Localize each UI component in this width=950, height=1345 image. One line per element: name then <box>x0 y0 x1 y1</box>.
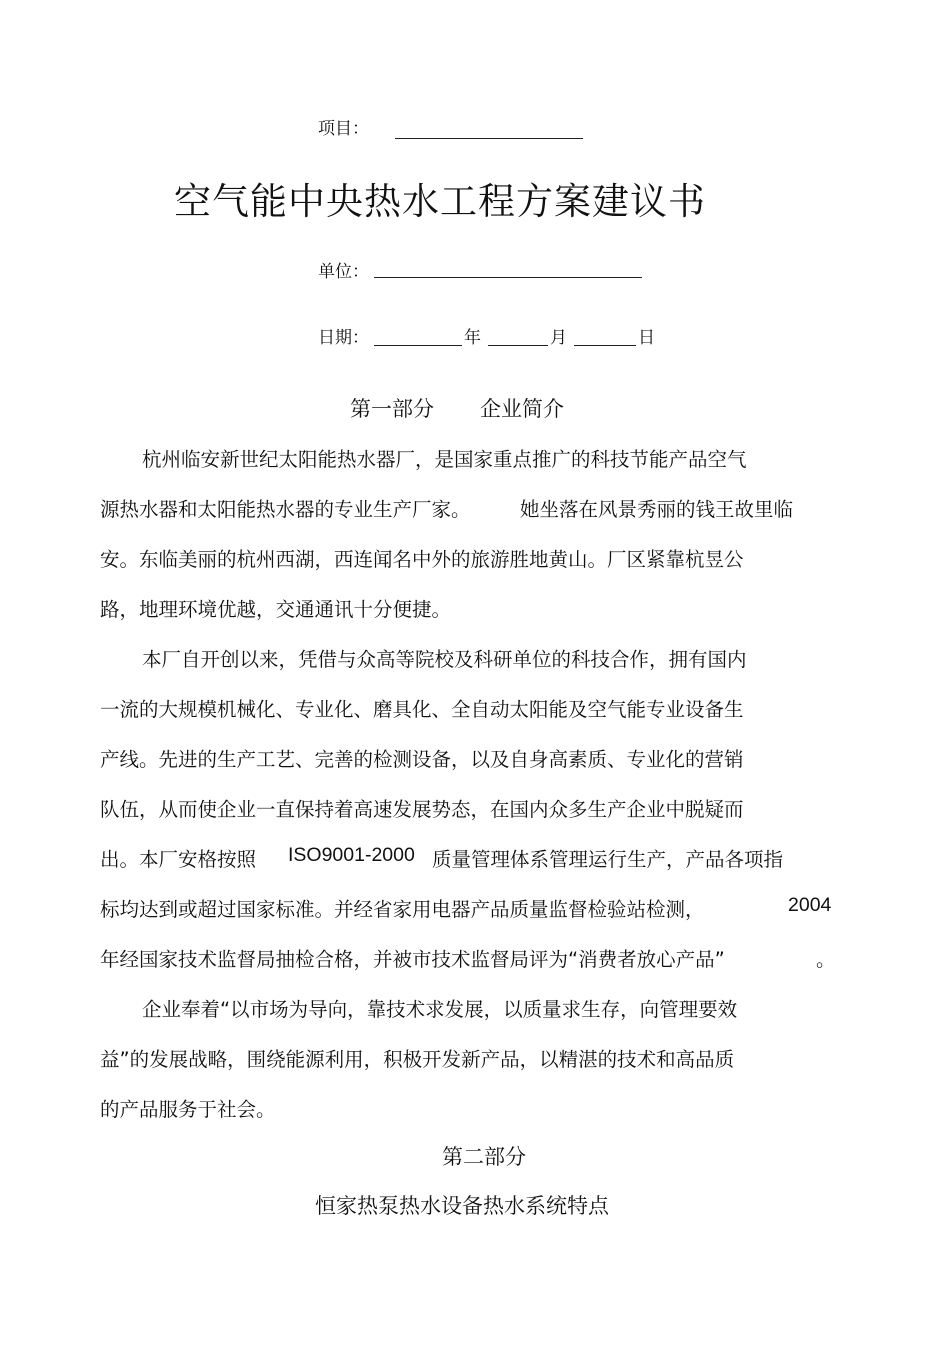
para2-line5-iso: ISO9001-2000 <box>288 844 415 866</box>
para2-line6: 标均达到或超过国家标准。并经省家用电器产品质量监督检验站检测， <box>100 898 705 921</box>
month-blank[interactable] <box>488 345 548 346</box>
part2-subheading: 恒家热泵热水设备热水系统特点 <box>315 1194 609 1218</box>
project-blank[interactable] <box>395 138 583 139</box>
para2-line7-end: 。 <box>816 948 836 971</box>
para2-line3: 产线。先进的生产工艺、完善的检测设备，以及自身高素质、专业化的营销 <box>100 748 744 771</box>
project-label: 项目： <box>318 119 369 139</box>
para2-line1: 本厂自开创以来，凭借与众高等院校及科研单位的科技合作，拥有国内 <box>142 648 747 671</box>
para1-line2a: 源热水器和太阳能热水器的专业生产厂家。 <box>100 498 471 521</box>
document-title: 空气能中央热水工程方案建议书 <box>174 180 706 223</box>
day-label: 日 <box>638 328 655 348</box>
month-label: 月 <box>550 328 567 348</box>
day-blank[interactable] <box>574 345 636 346</box>
para2-line5b: 质量管理体系管理运行生产，产品各项指 <box>432 848 784 871</box>
para1-line1: 杭州临安新世纪太阳能热水器厂，是国家重点推广的科技节能产品空气 <box>142 448 747 471</box>
unit-label: 单位： <box>318 262 369 282</box>
date-label: 日期： <box>318 328 369 348</box>
para2-line6-year: 2004 <box>788 894 832 916</box>
para3-line2: 益”的发展战略，围绕能源利用，积极开发新产品，以精湛的技术和高品质 <box>100 1048 735 1071</box>
para3-line3: 的产品服务于社会。 <box>100 1098 276 1121</box>
year-label: 年 <box>464 328 481 348</box>
para1-line4: 路，地理环境优越，交通通讯十分便捷。 <box>100 598 452 621</box>
para2-line2: 一流的大规模机械化、专业化、磨具化、全自动太阳能及空气能专业设备生 <box>100 698 744 721</box>
para3-line1: 企业奉着“以市场为导向，靠技术求发展，以质量求生存，向管理要效 <box>142 998 738 1021</box>
para2-line7: 年经国家技术监督局抽检合格，并被市技术监督局评为“消费者放心产品” <box>100 948 725 971</box>
para1-line3: 安。东临美丽的杭州西湖，西连闻名中外的旅游胜地黄山。厂区紧靠杭昱公 <box>100 548 744 571</box>
part2-heading: 第二部分 <box>442 1145 526 1169</box>
para2-line4: 队伍，从而使企业一直保持着高速发展势态，在国内众多生产企业中脱疑而 <box>100 798 744 821</box>
part1-heading: 第一部分 <box>350 397 434 421</box>
para1-line2b: 她坐落在风景秀丽的钱王故里临 <box>520 498 794 521</box>
unit-blank[interactable] <box>374 277 642 278</box>
part1-subheading: 企业简介 <box>480 397 564 421</box>
year-blank[interactable] <box>374 345 462 346</box>
para2-line5a: 出。本厂安格按照 <box>100 848 257 871</box>
